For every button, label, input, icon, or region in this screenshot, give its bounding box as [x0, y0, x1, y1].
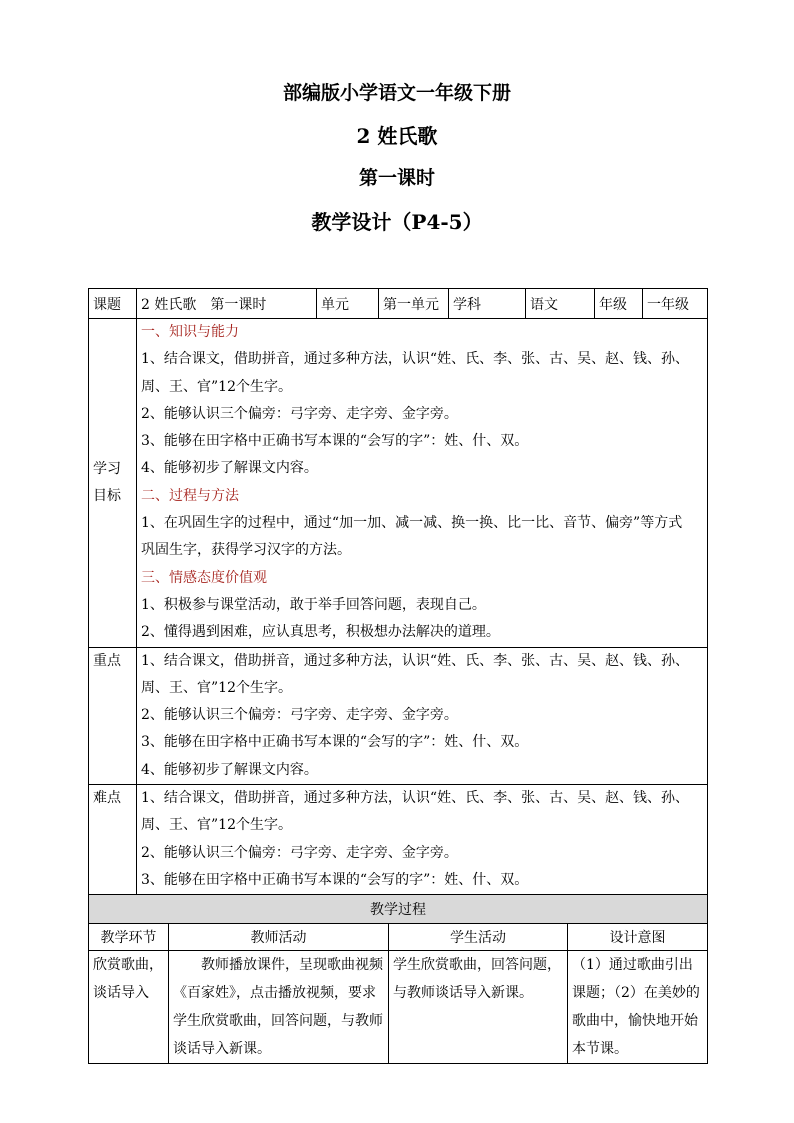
design-title: 教学设计（P4-5）	[311, 210, 483, 234]
goal-line: 1、结合课文，借助拼音，通过多种方法，认识“姓、氏、李、张、古、吴、赵、钱、孙、	[141, 351, 690, 368]
goal-line: 1、在巩固生字的过程中，通过“加一加、减一减、换一换、比一比、音节、偏旁”等方式	[141, 515, 683, 532]
goals-content	[137, 319, 708, 648]
process-column-headers	[89, 924, 708, 951]
teaching-process-table	[88, 894, 708, 1064]
goal-line: 1、积极参与课堂活动，敢于举手回答问题，表现自己。	[141, 596, 486, 613]
unit-value: 第一单元	[379, 289, 449, 319]
keypoints-label: 重点	[89, 647, 137, 784]
goals-label-line2: 目标	[93, 487, 121, 504]
goal-line: 巩固生字，获得学习汉字的方法。	[141, 542, 351, 559]
unit-label: 单元	[317, 289, 379, 319]
difficulties-row	[89, 785, 708, 895]
goal-line: 4、能够初步了解课文内容。	[141, 460, 318, 477]
keypoint-line: 周、王、官”12个生字。	[141, 679, 292, 696]
lesson-period: 第一课时	[358, 167, 435, 189]
col-header-teacher: 教师活动	[169, 924, 389, 951]
goals-row	[89, 319, 708, 648]
topic-label: 课题	[89, 289, 137, 319]
process-stage: 欣赏歌曲，谈话导入	[89, 951, 169, 1064]
subject-label: 学科	[449, 289, 526, 319]
grade-value: 一年级	[643, 289, 708, 319]
goals-label	[89, 319, 137, 648]
difficulty-line: 周、王、官”12个生字。	[141, 817, 292, 834]
goals-label-line1: 学习	[93, 460, 121, 477]
keypoint-line: 2、能够认识三个偏旁：弓字旁、走字旁、金字旁。	[141, 707, 458, 724]
lesson-info-table	[88, 288, 708, 895]
info-header-row	[89, 289, 708, 319]
topic-value: 2 姓氏歌 第一课时	[137, 289, 317, 319]
subject-value: 语文	[526, 289, 595, 319]
col-header-stage: 教学环节	[89, 924, 169, 951]
document-title: 部编版小学语文一年级下册	[282, 82, 511, 104]
lesson-title: 2 姓氏歌	[356, 124, 438, 148]
goal-line: 2、能够认识三个偏旁：弓字旁、走字旁、金字旁。	[141, 405, 458, 422]
goal-line: 一、知识与能力	[141, 324, 239, 340]
process-title-row	[89, 895, 708, 924]
difficulty-line: 1、结合课文，借助拼音，通过多种方法，认识“姓、氏、李、张、古、吴、赵、钱、孙、	[141, 790, 690, 807]
difficulties-label: 难点	[89, 785, 137, 895]
grade-label: 年级	[595, 289, 643, 319]
goal-line: 2、懂得遇到困难，应认真思考，积极想办法解决的道理。	[141, 624, 500, 641]
keypoints-content	[137, 647, 708, 784]
keypoint-line: 3、能够在田字格中正确书写本课的“会写的字”：姓、什、双。	[141, 734, 529, 751]
col-header-intent: 设计意图	[568, 924, 708, 951]
keypoint-line: 4、能够初步了解课文内容。	[141, 761, 318, 778]
goal-line: 三、情感态度价值观	[141, 569, 267, 586]
difficulty-line: 2、能够认识三个偏旁：弓字旁、走字旁、金字旁。	[141, 844, 458, 861]
process-row	[89, 951, 708, 1064]
col-header-student: 学生活动	[389, 924, 568, 951]
process-student-activity: 学生欣赏歌曲，回答问题，与教师谈话导入新课。	[389, 951, 568, 1064]
keypoints-row	[89, 647, 708, 784]
goal-line: 周、王、官”12个生字。	[141, 378, 292, 395]
keypoint-line: 1、结合课文，借助拼音，通过多种方法，认识“姓、氏、李、张、古、吴、赵、钱、孙、	[141, 652, 690, 669]
process-title: 教学过程	[89, 895, 708, 924]
goal-line: 3、能够在田字格中正确书写本课的“会写的字”：姓、什、双。	[141, 433, 529, 450]
difficulties-content	[137, 785, 708, 895]
process-design-intent: （1）通过歌曲引出课题；（2）在美妙的歌曲中，愉快地开始本节课。	[568, 951, 708, 1064]
goal-line: 二、过程与方法	[141, 487, 239, 504]
difficulty-line: 3、能够在田字格中正确书写本课的“会写的字”：姓、什、双。	[141, 871, 529, 888]
process-teacher-activity: 教师播放课件，呈现歌曲视频《百家姓》，点击播放视频，要求学生欣赏歌曲，回答问题，与教师谈话导入新课。	[169, 951, 389, 1064]
